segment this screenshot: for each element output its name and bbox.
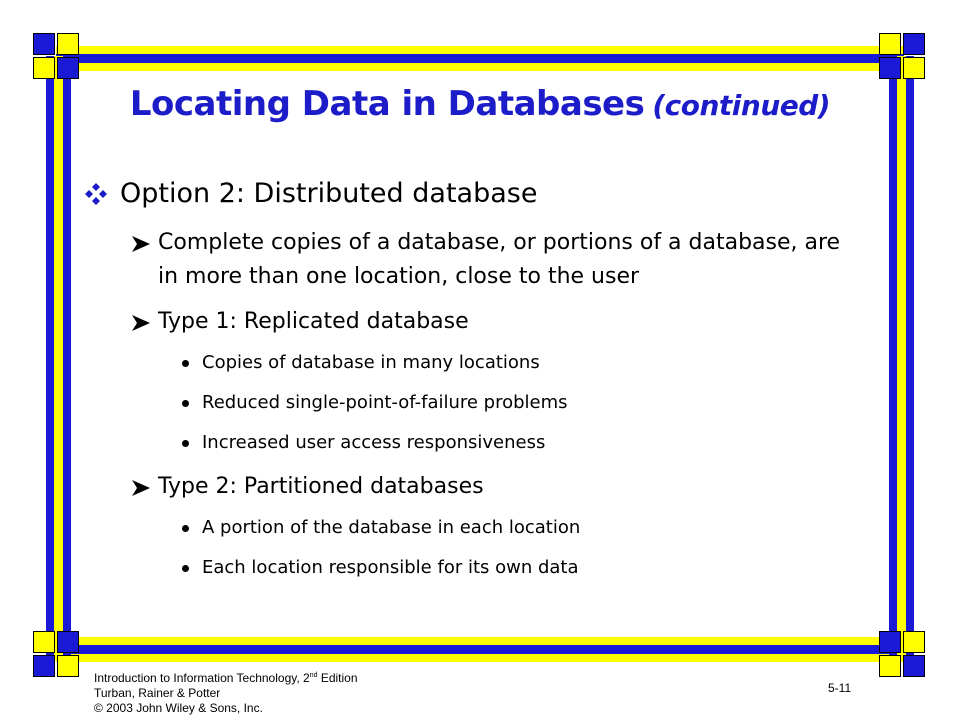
bullet-complete-copies	[84, 226, 864, 294]
list-item	[84, 390, 864, 416]
list-item-text: A portion of the database in each location	[202, 517, 581, 538]
frame-bottom-yellow-inner	[56, 654, 904, 662]
corner-bottom-right	[879, 631, 927, 679]
point-copies-text: Complete copies of a database, or portions of a database, are in more than one location, close to the user	[158, 230, 841, 289]
corner-top-right	[879, 33, 927, 81]
dot-icon	[182, 400, 189, 407]
list-item	[84, 430, 864, 456]
footer-authors: Turban, Rainer & Potter	[94, 686, 221, 700]
frame-left-blue	[46, 56, 54, 660]
bullet-type-2	[84, 470, 864, 504]
frame-right-yellow	[897, 56, 906, 660]
bullet-option-2	[84, 176, 864, 212]
slide-title-suffix: (continued)	[652, 89, 831, 122]
slide-title	[0, 84, 960, 124]
list-item-text: Increased user access responsiveness	[202, 432, 546, 453]
frame-bottom-blue	[56, 645, 904, 654]
type-2-heading: Type 2: Partitioned databases	[158, 474, 484, 499]
corner-bottom-left	[33, 631, 81, 679]
type-1-heading: Type 1: Replicated database	[158, 309, 469, 334]
dot-icon	[182, 440, 189, 447]
frame-top-blue	[56, 54, 904, 63]
list-item-text: Copies of database in many locations	[202, 352, 540, 373]
list-item	[84, 515, 864, 541]
arrowhead-icon	[132, 480, 150, 496]
dot-icon	[182, 565, 189, 572]
option-heading: Option 2: Distributed database	[120, 178, 538, 209]
frame-left-blue-inner	[63, 56, 71, 660]
list-item-text: Reduced single-point-of-failure problems	[202, 392, 568, 413]
diamond-cluster-icon	[84, 182, 108, 206]
arrowhead-icon	[132, 236, 150, 252]
page-number: 5-11	[828, 681, 852, 695]
footer-copyright: © 2003 John Wiley & Sons, Inc.	[94, 701, 263, 715]
slide-content	[84, 176, 864, 595]
frame-bottom-yellow	[56, 637, 904, 645]
frame-top-yellow-inner	[56, 63, 904, 71]
frame-left-yellow	[54, 56, 63, 660]
list-item	[84, 555, 864, 581]
dot-icon	[182, 360, 189, 367]
frame-right-blue-inner	[906, 56, 914, 660]
list-item-text: Each location responsible for its own data	[202, 557, 579, 578]
bullet-type-1	[84, 305, 864, 339]
arrowhead-icon	[132, 315, 150, 331]
frame-top-yellow	[56, 46, 904, 54]
list-item	[84, 350, 864, 376]
footer-book-title: Introduction to Information Technology, 2nd Edition	[94, 671, 358, 685]
footer-credits	[94, 668, 358, 716]
corner-top-left	[33, 33, 81, 81]
frame-right-blue	[889, 56, 897, 660]
dot-icon	[182, 525, 189, 532]
slide-title-main: Locating Data in Databases	[129, 84, 645, 124]
